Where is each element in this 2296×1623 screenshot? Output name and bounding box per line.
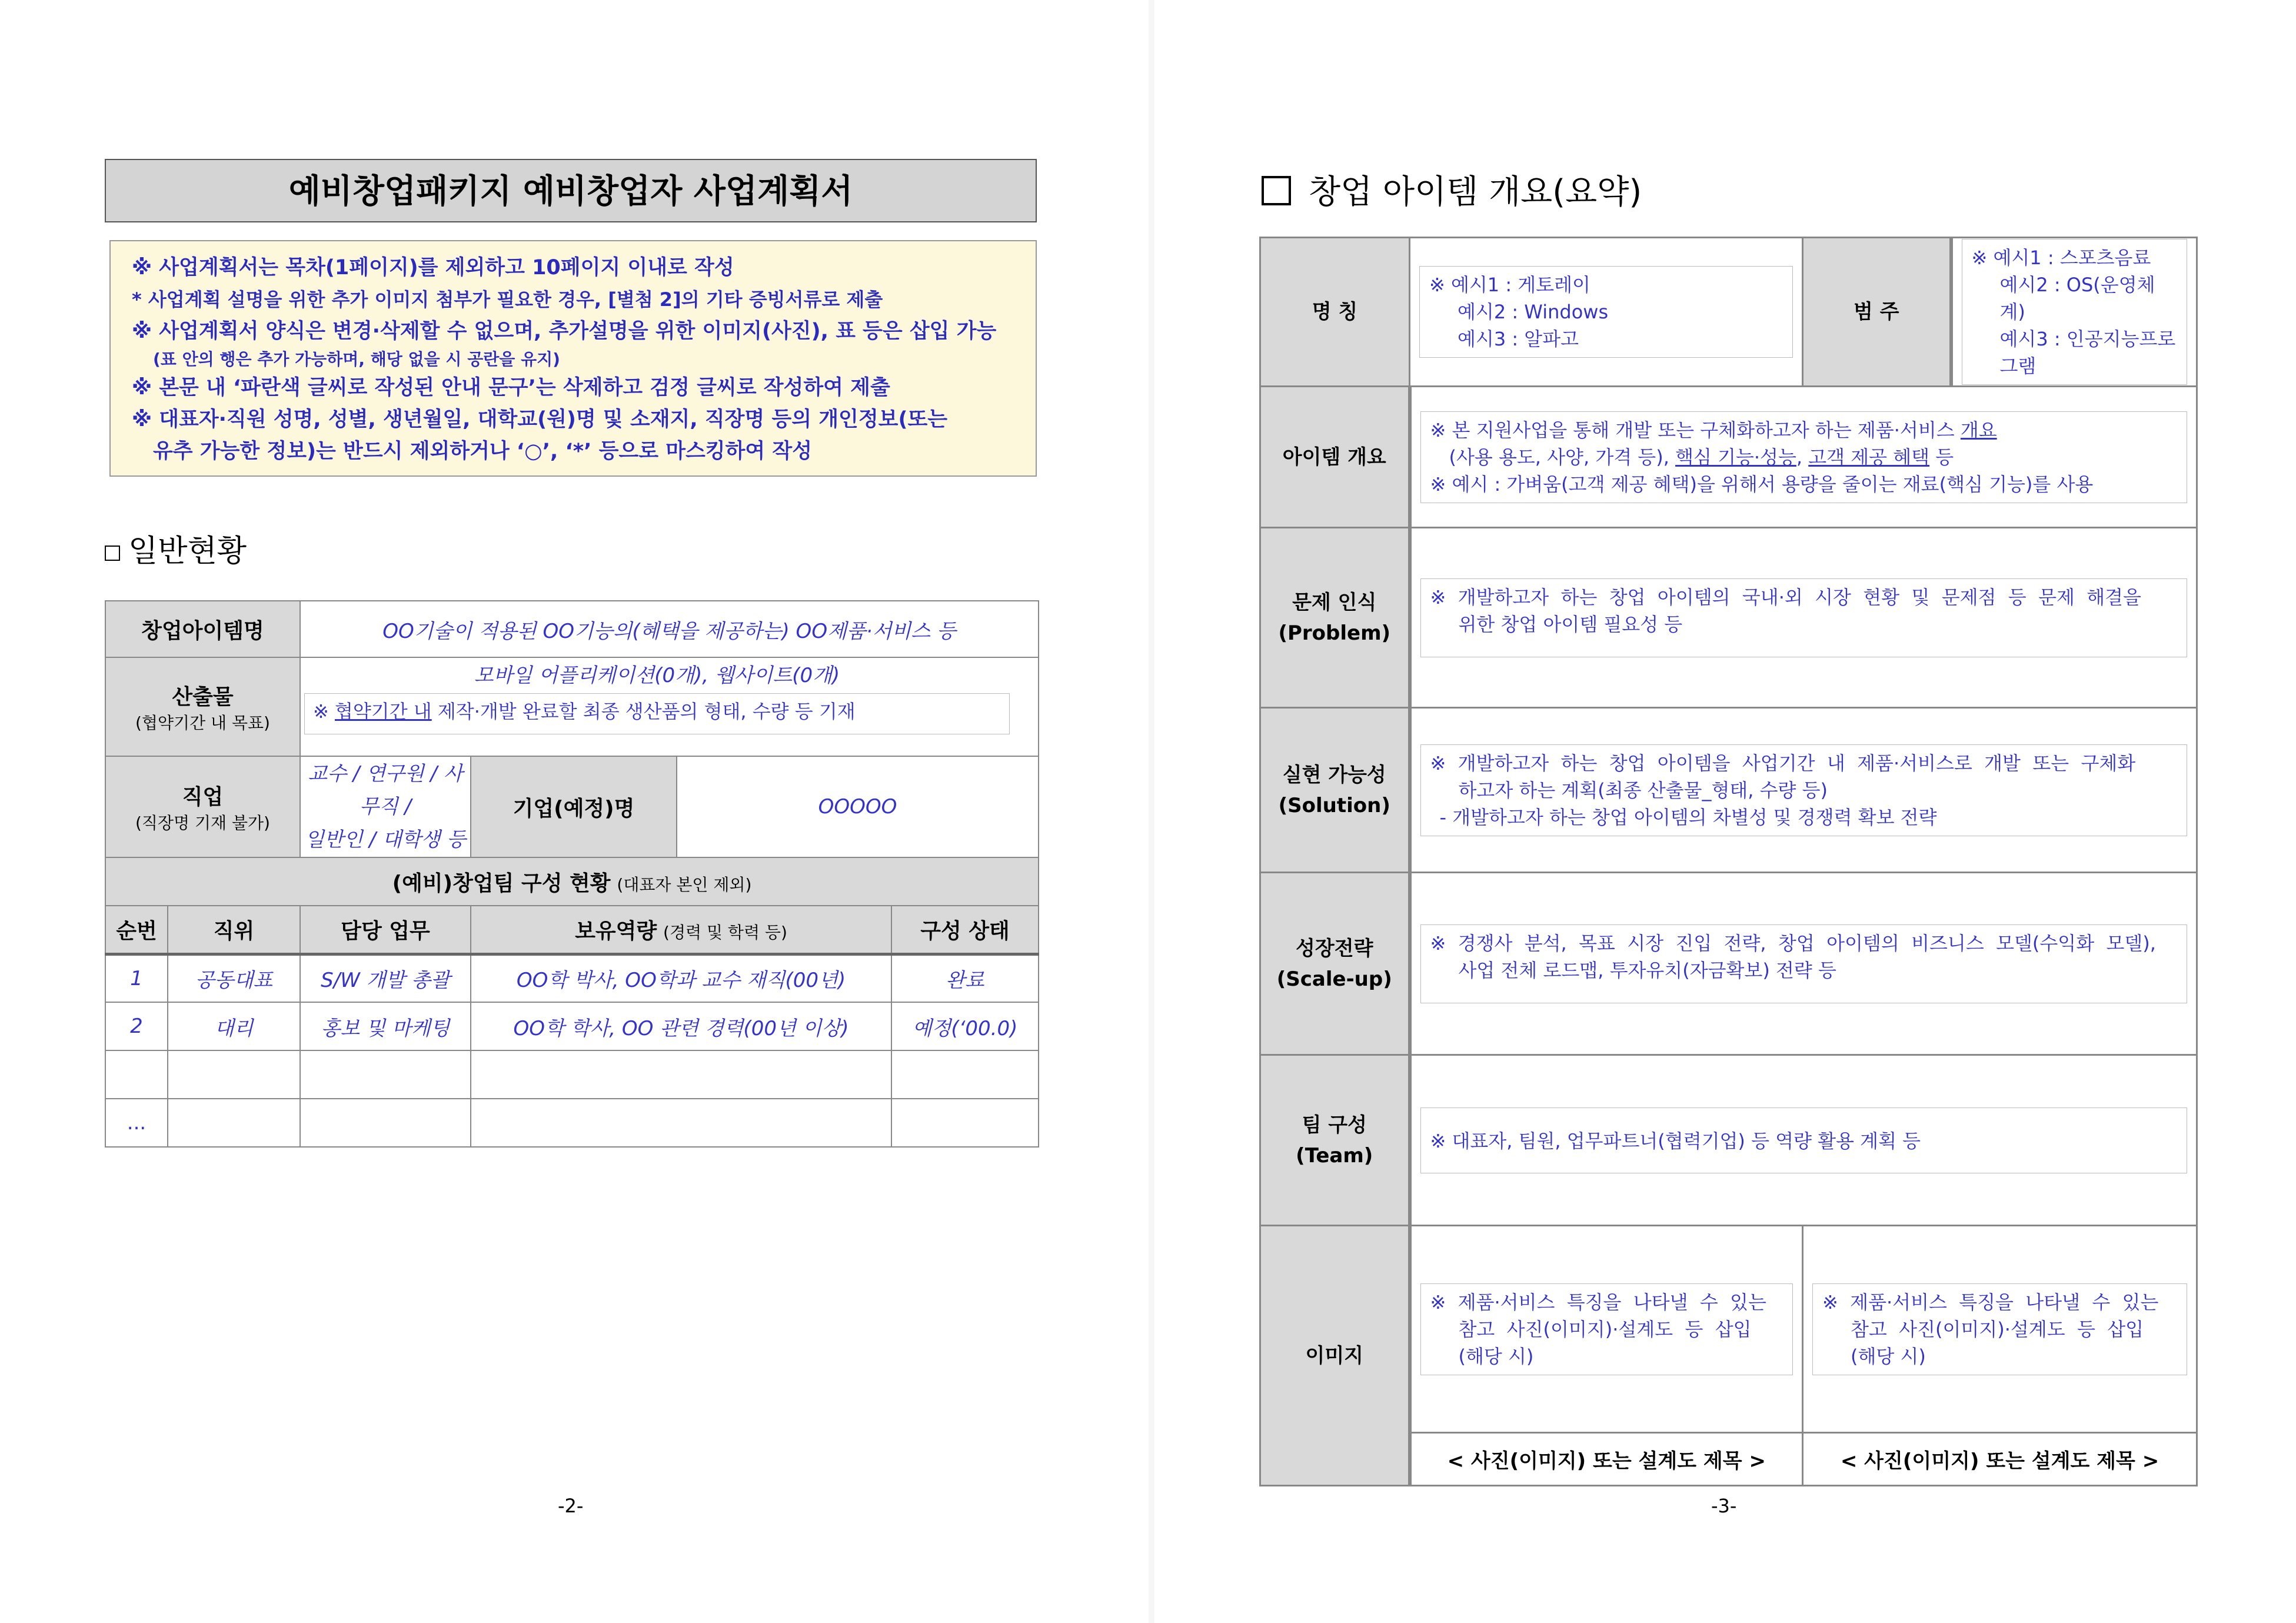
image-guide-line2: 참고 사진(이미지)·설계도 등 삽입 — [1851, 1318, 2144, 1341]
image-caption-left[interactable]: < 사진(이미지) 또는 설계도 제목 > — [1410, 1433, 1803, 1486]
team-table-title — [105, 857, 1039, 906]
page-number: -2- — [558, 1495, 584, 1517]
output-label: 산출물 — [172, 684, 234, 709]
cell-duty[interactable]: S/W 개발 총괄 — [300, 954, 471, 1002]
image-guide-line3: (해당 시) — [1851, 1345, 1926, 1368]
table-row — [105, 1002, 1039, 1050]
cell-status[interactable] — [891, 1099, 1039, 1147]
table-row — [105, 1050, 1039, 1099]
output-sublabel: (협약기간 내 목표) — [135, 713, 270, 733]
cell-position[interactable] — [168, 1099, 300, 1147]
overview-term-function: 핵심 기능·성능 — [1675, 445, 1796, 468]
header-no: 순번 — [105, 906, 168, 954]
image-guide-line1: ※ 제품·서비스 특징을 나타낼 수 있는 — [1430, 1291, 1766, 1313]
scaleup-guide — [1420, 924, 2188, 1003]
note-text: 제작·개발 완료할 최종 생산품의 형태, 수량 등 기재 — [431, 700, 856, 723]
value-output[interactable] — [300, 657, 1039, 756]
value-team[interactable] — [1410, 1055, 2197, 1226]
item-summary-table — [1259, 237, 2198, 1486]
checkbox-square-icon — [105, 546, 120, 561]
header-status: 구성 상태 — [891, 906, 1039, 954]
image-caption-right[interactable]: < 사진(이미지) 또는 설계도 제목 > — [1803, 1433, 2197, 1486]
section-heading-general — [105, 526, 247, 570]
image-guide-right — [1812, 1283, 2187, 1375]
name-example-2: 예시2 : Windows — [1458, 301, 1609, 323]
scaleup-label-en: (Scale-up) — [1276, 967, 1392, 991]
value-solution[interactable] — [1410, 708, 2197, 873]
cell-capability[interactable]: OO학 박사, OO학과 교수 재직(00년) — [471, 954, 891, 1002]
label-scaleup — [1260, 873, 1410, 1055]
value-company[interactable]: OOOOO — [677, 756, 1039, 857]
value-category[interactable] — [1951, 238, 2197, 387]
label-company: 기업(예정)명 — [471, 756, 677, 857]
page-number: -3- — [1711, 1495, 1737, 1517]
name-example-3: 예시3 : 알파고 — [1458, 328, 1579, 350]
overview-text: ※ 본 지원사업을 통해 개발 또는 구체화하고자 하는 제품·서비스 — [1430, 418, 1961, 441]
cell-position[interactable]: 공동대표 — [168, 954, 300, 1002]
header-capability — [471, 906, 891, 954]
job-value-line1: 교수 / 연구원 / 사무직 / — [308, 762, 463, 819]
image-guide-left — [1420, 1283, 1793, 1375]
team-guide: ※ 대표자, 팀원, 업무파트너(협력기업) 등 역량 활용 계획 등 — [1420, 1108, 2188, 1173]
note-mark: ※ — [313, 700, 335, 723]
value-overview[interactable] — [1410, 387, 2197, 528]
overview-text: (사용 용도, 사양, 가격 등), — [1449, 445, 1676, 468]
cell-status[interactable]: 완료 — [891, 954, 1039, 1002]
solution-guide-line2: 하고자 하는 계획(최종 산출물_형태, 수량 등) — [1458, 779, 1828, 801]
cell-capability[interactable] — [471, 1099, 891, 1147]
capability-label: 보유역량 — [575, 919, 657, 943]
overview-line3: ※ 예시 : 가벼움(고객 제공 혜택)을 위해서 용량을 줄이는 재료(핵심 기능)를 사용 — [1430, 473, 2094, 495]
section-heading-summary — [1262, 166, 1642, 213]
overview-guide — [1420, 411, 2188, 503]
image-guide-line2: 참고 사진(이미지)·설계도 등 삽입 — [1458, 1318, 1752, 1341]
value-item-name[interactable]: OO기술이 적용된 OO기능의(혜택을 제공하는) OO제품·서비스 등 — [300, 601, 1039, 657]
note-table-rows: (표 안의 행은 추가 가능하며, 해당 없을 시 공란을 유지) — [153, 350, 560, 369]
name-examples — [1419, 266, 1793, 358]
cell-no[interactable] — [105, 1050, 168, 1099]
solution-label-en: (Solution) — [1278, 793, 1390, 817]
team-label-en: (Team) — [1296, 1143, 1373, 1168]
scaleup-guide-line2: 사업 전체 로드맵, 투자유치(자금확보) 전략 등 — [1458, 959, 1836, 982]
cell-duty[interactable]: 홍보 및 마케팅 — [300, 1002, 471, 1050]
table-row — [105, 954, 1039, 1002]
label-image: 이미지 — [1260, 1226, 1410, 1486]
note-form-change: ※ 사업계획서 양식은 변경·삭제할 수 없으며, 추가설명을 위한 이미지(사진), 표 등은 삽입 가능 — [132, 320, 997, 343]
job-value-line2: 일반인 / 대학생 등 — [305, 828, 466, 852]
cell-no[interactable]: 1 — [105, 954, 168, 1002]
overview-line1 — [1430, 417, 2178, 444]
image-guide-line3: (해당 시) — [1458, 1345, 1534, 1368]
category-example-1: ※ 예시1 : 스포츠음료 — [1971, 247, 2151, 269]
cell-capability[interactable] — [471, 1050, 891, 1099]
problem-guide — [1420, 578, 2188, 657]
category-example-2: 예시2 : OS(운영체계) — [1999, 274, 2155, 323]
note-personal-info-cont: 유추 가능한 정보)는 반드시 제외하거나 ‘○’, ‘*’ 등으로 마스킹하여 작성 — [153, 440, 813, 463]
cell-status[interactable]: 예정(‘00.0) — [891, 1002, 1039, 1050]
category-example-3: 예시3 : 인공지능프로그램 — [1999, 328, 2176, 377]
cell-position[interactable] — [168, 1050, 300, 1099]
page-3 — [1154, 0, 2296, 1623]
problem-guide-line2: 위한 창업 아이템 필요성 등 — [1458, 613, 1683, 636]
solution-guide-line1: ※ 개발하고자 하는 창업 아이템을 사업기간 내 제품·서비스로 개발 또는 구체화 — [1430, 751, 2136, 774]
cell-status[interactable] — [891, 1050, 1039, 1099]
scaleup-guide-line1: ※ 경쟁사 분석, 목표 시장 진입 전략, 창업 아이템의 비즈니스 모델(수익화 모델), — [1430, 932, 2156, 954]
problem-guide-line1: ※ 개발하고자 하는 창업 아이템의 국내·외 시장 현황 및 문제점 등 문제 해결을 — [1430, 586, 2141, 608]
problem-label-en: (Problem) — [1278, 621, 1391, 645]
cell-position[interactable]: 대리 — [168, 1002, 300, 1050]
solution-guide — [1420, 744, 2188, 836]
note-term-period: 협약기간 내 — [334, 700, 432, 723]
cell-duty[interactable] — [300, 1099, 471, 1147]
cell-no[interactable]: 2 — [105, 1002, 168, 1050]
label-problem — [1260, 528, 1410, 708]
output-guide-note — [304, 693, 1010, 734]
job-label: 직업 — [182, 784, 224, 809]
name-example-1: ※ 예시1 : 게토레이 — [1429, 274, 1590, 296]
header-position: 직위 — [168, 906, 300, 954]
cell-capability[interactable]: OO학 학사, OO 관련 경력(00년 이상) — [471, 1002, 891, 1050]
label-team — [1260, 1055, 1410, 1226]
label-job — [105, 756, 300, 857]
note-personal-info: ※ 대표자·직원 성명, 성별, 생년월일, 대학교(원)명 및 소재지, 직장명 등의 개인정보(또는 — [132, 408, 948, 431]
table-row — [105, 1099, 1039, 1147]
solution-label: 실현 가능성 — [1282, 763, 1386, 787]
scaleup-label: 성장전략 — [1296, 936, 1373, 960]
label-output — [105, 657, 300, 756]
team-title-sub: (대표자 본인 제외) — [617, 874, 752, 894]
capability-sublabel: (경력 및 학력 등) — [663, 922, 787, 942]
note-attachment: * 사업계획 설명을 위한 추가 이미지 첨부가 필요한 경우, [별첨 2]의 기타 증빙서류로 제출 — [132, 288, 883, 311]
label-item-name: 창업아이템명 — [105, 601, 300, 657]
job-sublabel: (직장명 기재 불가) — [135, 813, 270, 833]
label-name: 명 칭 — [1260, 238, 1410, 387]
note-blue-text: ※ 본문 내 ‘파란색 글씨로 작성된 안내 문구’는 삭제하고 검정 글씨로 작성하여 제출 — [132, 376, 890, 400]
overview-text: 등 — [1929, 445, 1954, 468]
solution-guide-line3: - 개발하고자 하는 창업 아이템의 차별성 및 경쟁력 확보 전략 — [1439, 806, 1937, 829]
label-overview: 아이템 개요 — [1260, 387, 1410, 528]
image-slot-right[interactable] — [1803, 1226, 2197, 1433]
overview-line2 — [1430, 444, 2178, 471]
section-title: 일반현황 — [128, 534, 247, 569]
label-solution — [1260, 708, 1410, 873]
team-label: 팀 구성 — [1302, 1113, 1367, 1137]
header-duty: 담당 업무 — [300, 906, 471, 954]
team-title: (예비)창업팀 구성 현황 — [392, 871, 611, 896]
general-status-table — [105, 600, 1039, 1148]
cell-duty[interactable] — [300, 1050, 471, 1099]
overview-text: , — [1796, 445, 1809, 468]
section-title: 창업 아이템 개요(요약) — [1309, 173, 1642, 211]
image-slot-left[interactable] — [1410, 1226, 1803, 1433]
value-problem[interactable] — [1410, 528, 2197, 708]
value-scaleup[interactable] — [1410, 873, 2197, 1055]
overview-term-benefit: 고객 제공 혜택 — [1808, 445, 1930, 468]
category-examples — [1962, 239, 2188, 385]
cell-no[interactable]: ... — [105, 1099, 168, 1147]
image-guide-line1: ※ 제품·서비스 특징을 나타낼 수 있는 — [1822, 1291, 2159, 1313]
document-title: 예비창업패키지 예비창업자 사업계획서 — [105, 159, 1037, 222]
instruction-notes — [109, 240, 1037, 477]
note-page-limit: ※ 사업계획서는 목차(1페이지)를 제외하고 10페이지 이내로 작성 — [132, 256, 734, 280]
output-value: 모바일 어플리케이션(0개), 웹사이트(0개) — [474, 664, 840, 687]
overview-term: 개요 — [1960, 418, 1997, 441]
team-header-row — [105, 906, 1039, 954]
checkbox-square-icon — [1262, 176, 1291, 205]
value-name[interactable] — [1410, 238, 1803, 387]
problem-label: 문제 인식 — [1292, 590, 1377, 614]
value-job[interactable] — [300, 756, 471, 857]
label-category: 범 주 — [1803, 238, 1951, 387]
